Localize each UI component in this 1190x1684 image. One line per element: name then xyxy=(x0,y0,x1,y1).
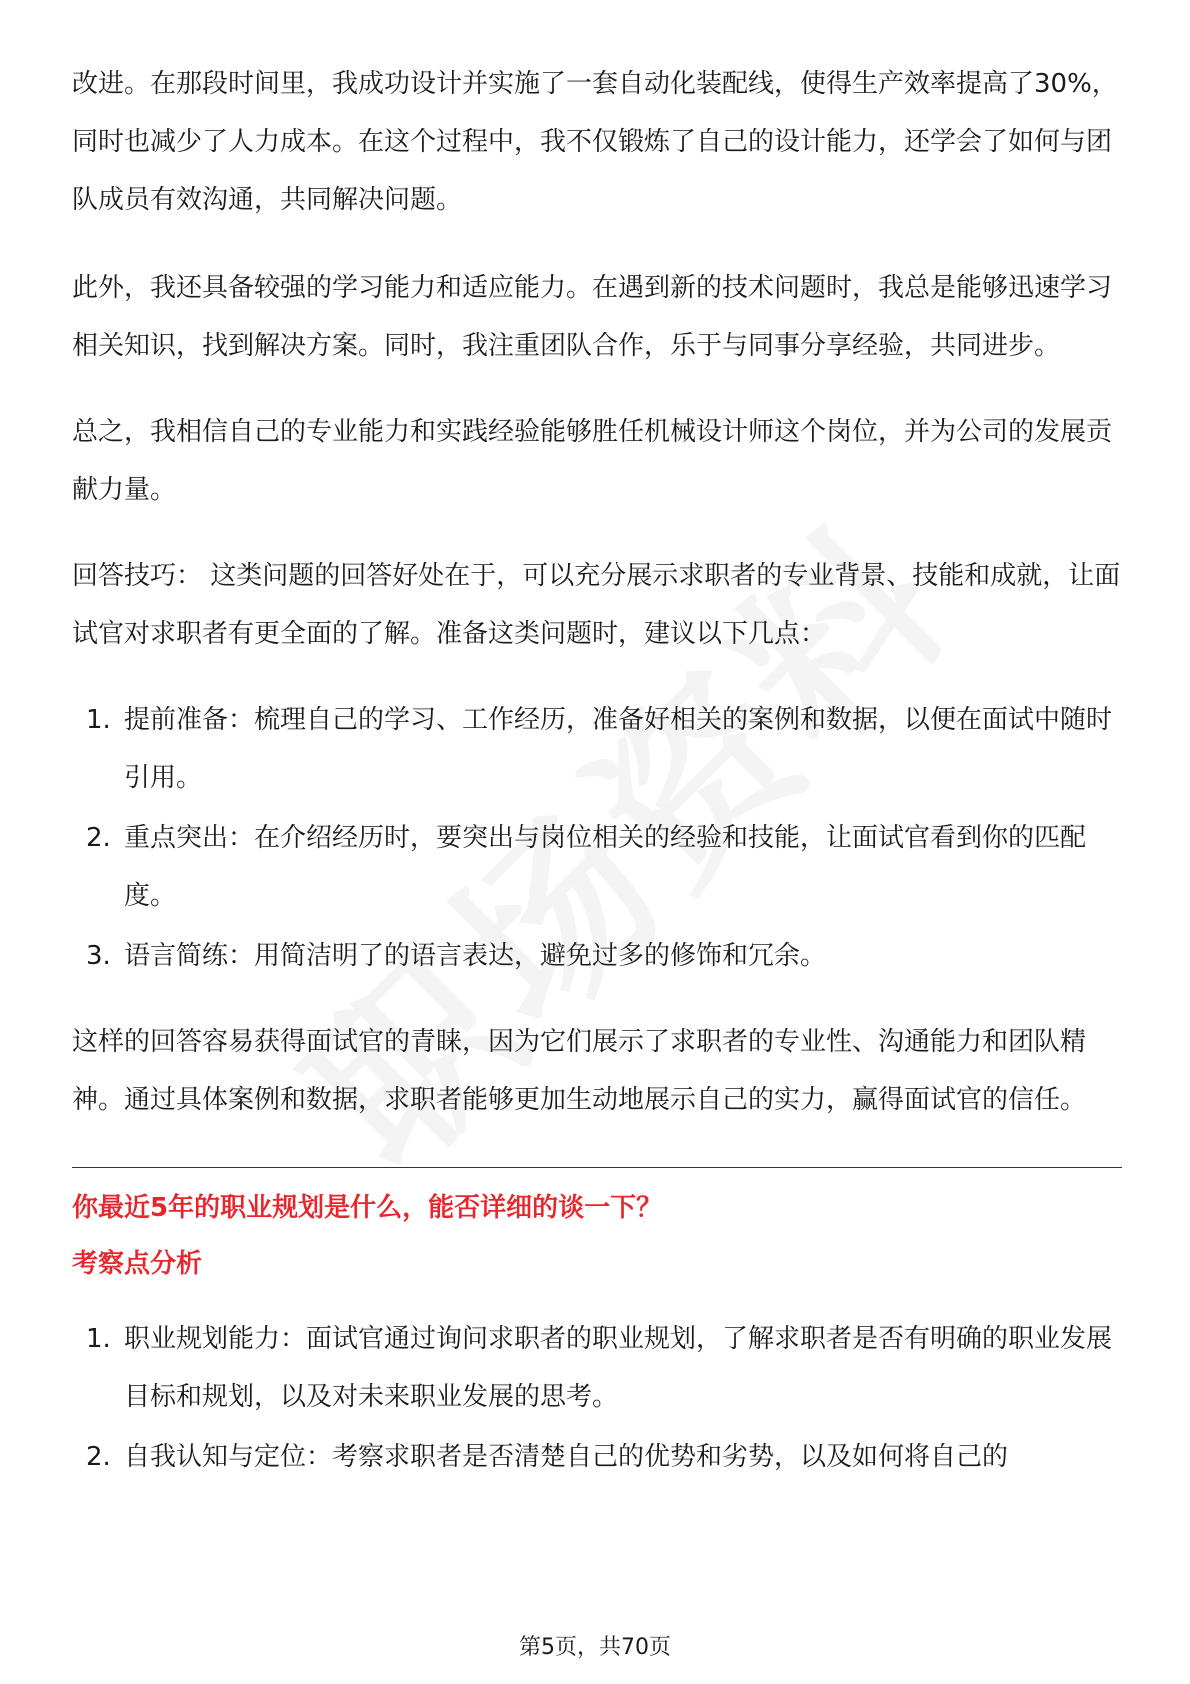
list-number: 3. xyxy=(86,941,111,971)
document-body xyxy=(72,55,1122,1514)
list-item xyxy=(72,1428,1122,1486)
paragraph-summary: 这样的回答容易获得面试官的青睐，因为它们展示了求职者的专业性、沟通能力和团队精神。通过具体案例和数据，求职者能够更加生动地展示自己的实力，赢得面试官的信任。 xyxy=(72,1027,1087,1115)
list-number: 2. xyxy=(86,1442,111,1472)
tips-list xyxy=(72,691,1122,985)
analysis-list xyxy=(72,1310,1122,1486)
question-heading: 你最近5年的职业规划是什么，能否详细的谈一下？ xyxy=(72,1193,663,1223)
list-text: 重点突出：在介绍经历时，要突出与岗位相关的经验和技能，让面试官看到你的匹配度。 xyxy=(124,823,1087,911)
paragraph-answer-tips: 回答技巧： 这类问题的回答好处在于，可以充分展示求职者的专业背景、技能和成就，让面试官对求职者有更全面的了解。准备这类问题时，建议以下几点： xyxy=(72,561,1121,649)
list-item xyxy=(72,1310,1122,1426)
analysis-title: 考察点分析 xyxy=(72,1249,203,1279)
list-text: 职业规划能力：面试官通过询问求职者的职业规划，了解求职者是否有明确的职业发展目标和规划，以及对未来职业发展的思考。 xyxy=(124,1324,1113,1412)
paragraph-learning: 此外，我还具备较强的学习能力和适应能力。在遇到新的技术问题时，我总是能够迅速学习相关知识，找到解决方案。同时，我注重团队合作，乐于与同事分享经验，共同进步。 xyxy=(72,273,1113,361)
section-divider xyxy=(72,1167,1122,1168)
paragraph-achievement: 改进。在那段时间里，我成功设计并实施了一套自动化装配线，使得生产效率提高了30%，同时也减少了人力成本。在这个过程中，我不仅锻炼了自己的设计能力，还学会了如何与团队成员有效沟通，共同解决问题。 xyxy=(72,69,1118,215)
list-text: 语言简练：用简洁明了的语言表达，避免过多的修饰和冗余。 xyxy=(124,941,827,971)
list-item xyxy=(72,927,1122,985)
list-number: 1. xyxy=(86,705,111,735)
list-text: 自我认知与定位：考察求职者是否清楚自己的优势和劣势，以及如何将自己的 xyxy=(124,1442,1009,1472)
list-item xyxy=(72,809,1122,925)
page-footer: 第5页，共70页 xyxy=(519,1635,671,1660)
list-number: 1. xyxy=(86,1324,111,1354)
list-text: 提前准备：梳理自己的学习、工作经历，准备好相关的案例和数据，以便在面试中随时引用。 xyxy=(124,705,1113,793)
list-number: 2. xyxy=(86,823,111,853)
list-item xyxy=(72,691,1122,807)
paragraph-conclusion: 总之，我相信自己的专业能力和实践经验能够胜任机械设计师这个岗位，并为公司的发展贡献力量。 xyxy=(72,417,1113,505)
